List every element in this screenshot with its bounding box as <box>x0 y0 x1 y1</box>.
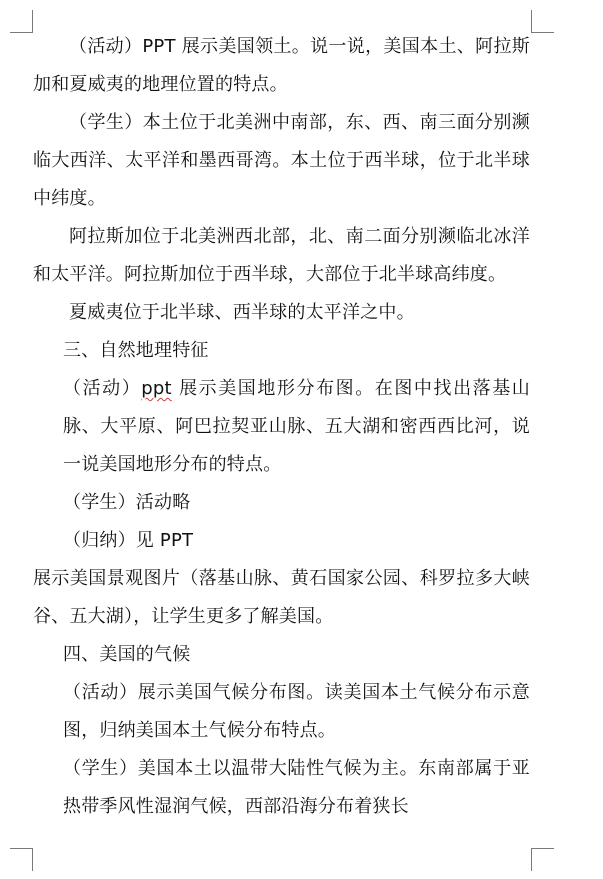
heading-physical-geography[interactable]: 三、自然地理特征 <box>63 340 209 361</box>
crop-mark-top-right <box>531 10 554 33</box>
activity-terrain-text: 展示美国地形分布图。在图中找出落基山脉、大平原、阿巴拉契亚山脉、五大湖和密西西比河，说一说美国地形分布的特点。 <box>63 378 530 475</box>
crop-mark-bottom-left <box>10 848 33 871</box>
paragraph-student-activity[interactable]: （学生）活动略 <box>63 492 191 513</box>
paragraph-student-climate[interactable]: （学生）美国本土以温带大陆性气候为主。东南部属于亚热带季风性湿润气候，西部沿海分布着狭长 <box>63 758 530 817</box>
paragraph-activity-terrain[interactable] <box>33 370 530 484</box>
spellcheck-word-ppt[interactable]: ppt <box>141 378 172 399</box>
crop-mark-top-left <box>10 10 33 33</box>
paragraph-student-mainland[interactable]: （学生）本土位于北美洲中南部，东、西、南三面分别濒临大西洋、太平洋和墨西哥湾。本土位于西半球，位于北半球中纬度。 <box>33 112 530 209</box>
paragraph-hawaii[interactable]: 夏威夷位于北半球、西半球的太平洋之中。 <box>69 302 415 323</box>
crop-mark-bottom-right <box>531 848 554 871</box>
document-text-body[interactable] <box>33 28 530 826</box>
paragraph-alaska[interactable]: 阿拉斯加位于北美洲西北部，北、南二面分别濒临北冰洋和太平洋。阿拉斯加位于西半球，大部位于北半球高纬度。 <box>33 226 530 285</box>
activity-prefix: （活动） <box>63 378 142 399</box>
paragraph-landscape-photos[interactable]: 展示美国景观图片（落基山脉、黄石国家公园、科罗拉多大峡谷、五大湖），让学生更多了解美国。 <box>33 568 530 627</box>
paragraph-activity-territory[interactable]: （活动）PPT 展示美国领土。说一说，美国本土、阿拉斯加和夏威夷的地理位置的特点。 <box>33 36 530 95</box>
paragraph-summary[interactable]: （归纳）见 PPT <box>63 530 194 551</box>
paragraph-activity-climate[interactable]: （活动）展示美国气候分布图。读美国本土气候分布示意图，归纳美国本土气候分布特点。 <box>63 682 530 741</box>
heading-climate[interactable]: 四、美国的气候 <box>63 644 191 665</box>
